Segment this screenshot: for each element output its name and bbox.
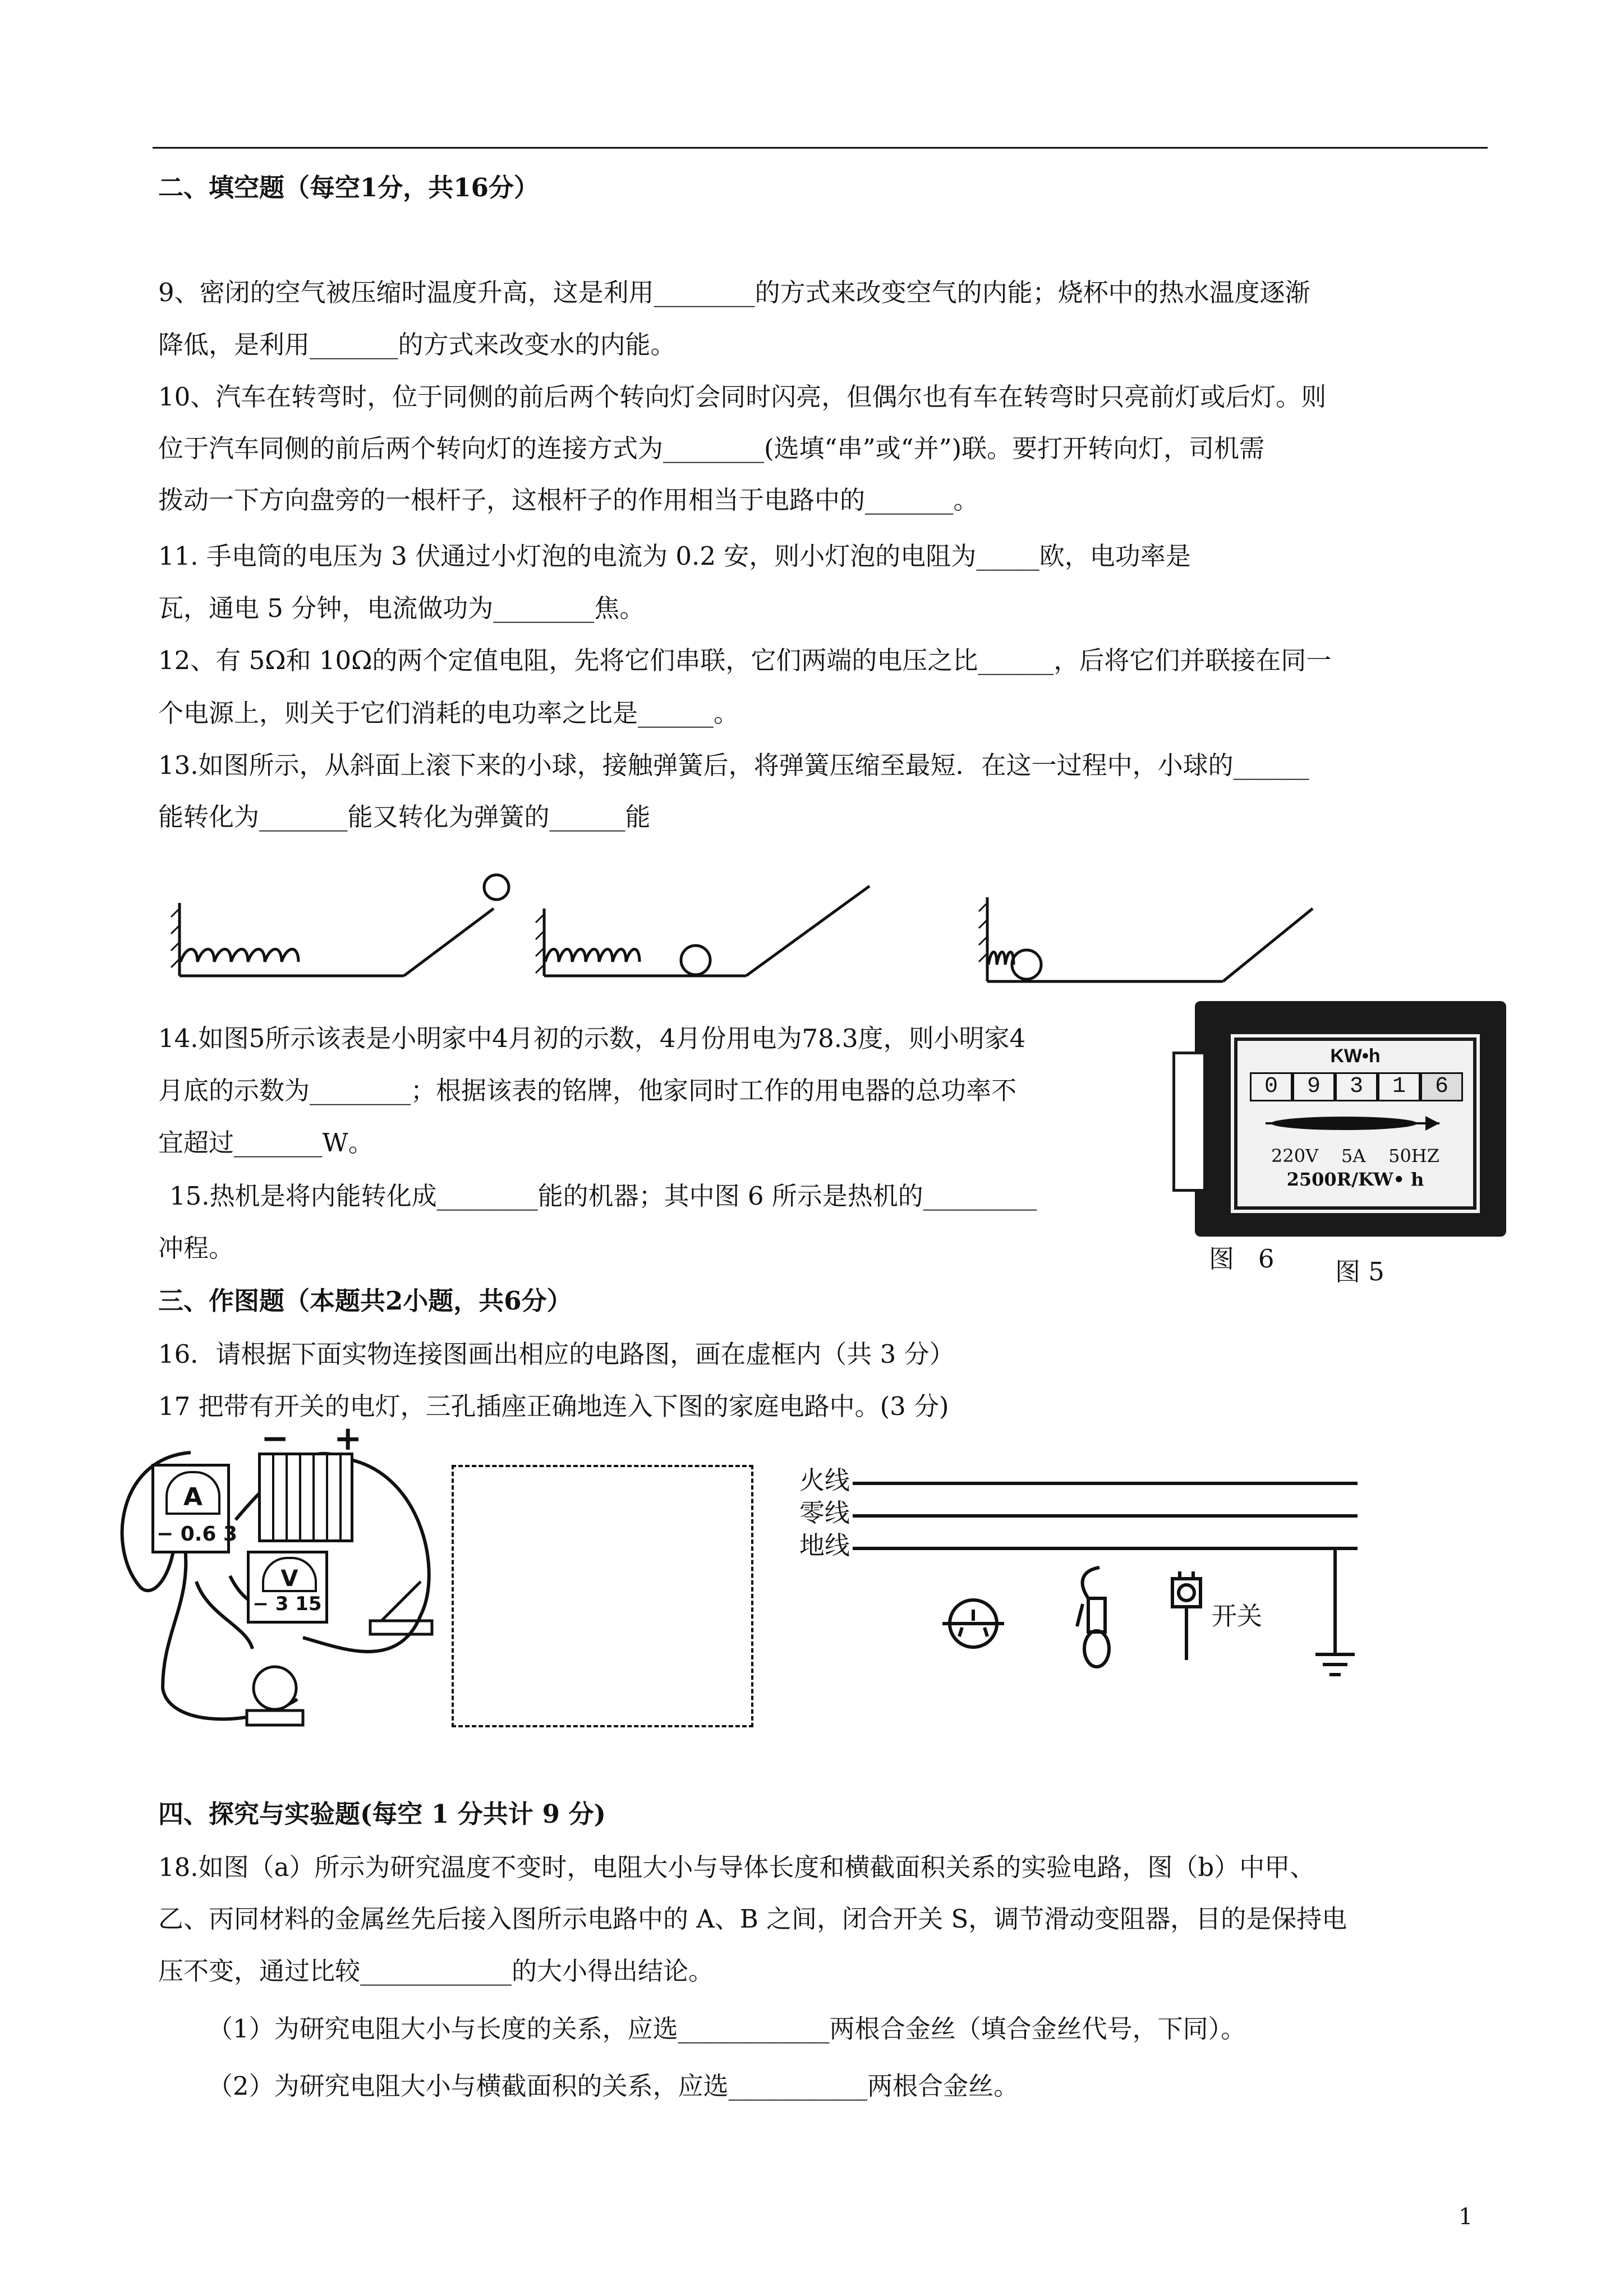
q16-text: 16．请根据下面实物连接图画出相应的电路图，画在虚框内（共 3 分） xyxy=(158,1339,955,1369)
q18-line1: 18.如图（a）所示为研究温度不变时，电阻大小与导体长度和横截面积关系的实验电路，图（b）中甲、 xyxy=(158,1852,1315,1882)
q9-line1: 9、密闭的空气被压缩时温度升高，这是利用________的方式来改变空气的内能；烧杯中的热水温度逐渐 xyxy=(158,278,1310,307)
section2-heading: 二、填空题（每空1分，共16分） xyxy=(158,173,539,202)
page-number: 1 xyxy=(1459,2204,1473,2230)
meter-digit: 0 xyxy=(1250,1072,1292,1101)
q11-line2: 瓦，通电 5 分钟，电流做功为________焦。 xyxy=(158,593,645,623)
q10-line2: 位于汽车同侧的前后两个转向灯的连接方式为________(选填“串”或“并”)联。要打开转向灯，司机需 xyxy=(158,434,1265,463)
meter-revolutions: 2500R/KW• h xyxy=(1286,1169,1424,1190)
spring-panel-3 xyxy=(987,897,1313,981)
meter-side-bracket xyxy=(1172,1052,1203,1192)
q13-line2: 能转化为_______能又转化为弹簧的______能 xyxy=(158,802,651,832)
q15-line1: 15.热机是将内能转化成________能的机器；其中图 6 所示是热机的_________ xyxy=(169,1181,1037,1211)
q10-line1: 10、汽车在转弯时，位于同侧的前后两个转向灯会同时闪亮，但偶尔也有车在转弯时只亮前灯或后灯。则 xyxy=(158,382,1327,412)
section3-heading: 三、作图题（本题共2小题，共6分） xyxy=(158,1286,572,1316)
section4-heading: 四、探究与实验题(每空 1 分共计 9 分) xyxy=(158,1799,606,1829)
battery xyxy=(258,1453,353,1542)
q18-line3: 压不变，通过比较____________的大小得出结论。 xyxy=(158,1956,714,1986)
household-circuit xyxy=(853,1469,1414,1694)
ammeter-letter: A xyxy=(165,1471,220,1515)
ground-wire-label: 地线 xyxy=(799,1530,850,1560)
meter-disc-arrow-icon xyxy=(1260,1109,1451,1137)
q18-sub1: （1）为研究电阻大小与长度的关系，应选____________两根合金丝（填合金丝代号，下同）。 xyxy=(208,2014,1246,2044)
q14-line2: 月底的示数为________；根据该表的铭牌，他家同时工作的用电器的总功率不 xyxy=(158,1076,1017,1105)
meter-face xyxy=(1234,1038,1476,1210)
q9-line2: 降低，是利用_______的方式来改变水的内能。 xyxy=(158,330,676,359)
q14-line3: 宜超过_______W。 xyxy=(158,1128,374,1158)
meter-digit: 9 xyxy=(1292,1072,1335,1101)
meter-rating: 220V 5A 50HZ xyxy=(1271,1145,1439,1167)
switch-icon xyxy=(1172,1579,1200,1607)
figure6-caption: 图 6 xyxy=(1209,1244,1275,1274)
meter-digit: 3 xyxy=(1335,1072,1378,1101)
meter-digit: 1 xyxy=(1378,1072,1420,1101)
q18-sub2: （2）为研究电阻大小与横截面积的关系，应选___________两根合金丝。 xyxy=(208,2071,1019,2101)
figure5-caption: 图 5 xyxy=(1335,1257,1384,1287)
q10-line3: 拨动一下方向盘旁的一根杆子，这根杆子的作用相当于电路中的_______。 xyxy=(158,485,979,515)
q18-line2: 乙、丙同材料的金属丝先后接入图所示电路中的 A、B 之间，闭合开关 S，调节滑动变阻器，目的是保持电 xyxy=(158,1904,1347,1934)
q15-line2: 冲程。 xyxy=(158,1233,234,1263)
battery-plus: + xyxy=(334,1419,362,1458)
spring-slope-figure xyxy=(168,864,1487,998)
ammeter-scale: − 0.6 3 xyxy=(157,1523,238,1546)
bulb xyxy=(247,1667,303,1725)
ammeter xyxy=(151,1464,238,1553)
meter-digits xyxy=(1250,1072,1463,1101)
electric-meter xyxy=(1195,1001,1506,1237)
meter-digit-red: 6 xyxy=(1420,1072,1463,1101)
q11-line1: 11. 手电筒的电压为 3 伏通过小灯泡的电流为 0.2 安，则小灯泡的电阻为_____欧，电功率是 xyxy=(158,541,1191,571)
q13-line1: 13.如图所示，从斜面上滚下来的小球，接触弹簧后，将弹簧压缩至最短．在这一过程中，小球的______ xyxy=(158,750,1309,780)
voltmeter-letter: V xyxy=(262,1557,317,1592)
physical-circuit-figure xyxy=(107,1419,443,1744)
spring-panel-2 xyxy=(544,886,869,976)
answer-box[interactable] xyxy=(452,1465,753,1727)
spring-panel-1 xyxy=(180,875,509,976)
header-rule xyxy=(153,147,1488,149)
lamp-icon xyxy=(1088,1598,1105,1632)
battery-minus: − xyxy=(261,1419,289,1458)
neutral-wire-label: 零线 xyxy=(799,1498,850,1528)
q12-line1: 12、有 5Ω和 10Ω的两个定值电阻，先将它们串联，它们两端的电压之比______，后将它们并联接在同一 xyxy=(158,646,1332,675)
live-wire-label: 火线 xyxy=(799,1465,850,1495)
switch-label: 开关 xyxy=(1212,1601,1263,1631)
q12-line2: 个电源上，则关于它们消耗的电功率之比是______。 xyxy=(158,698,739,728)
q14-line1: 14.如图5所示该表是小明家中4月初的示数，4月份用电为78.3度，则小明家4 xyxy=(158,1023,1026,1053)
q17-text: 17 把带有开关的电灯，三孔插座正确地连入下图的家庭电路中。(3 分) xyxy=(158,1391,949,1421)
voltmeter xyxy=(247,1551,328,1624)
meter-unit: KW•h xyxy=(1330,1045,1381,1067)
voltmeter-scale: − 3 15 xyxy=(252,1593,322,1615)
